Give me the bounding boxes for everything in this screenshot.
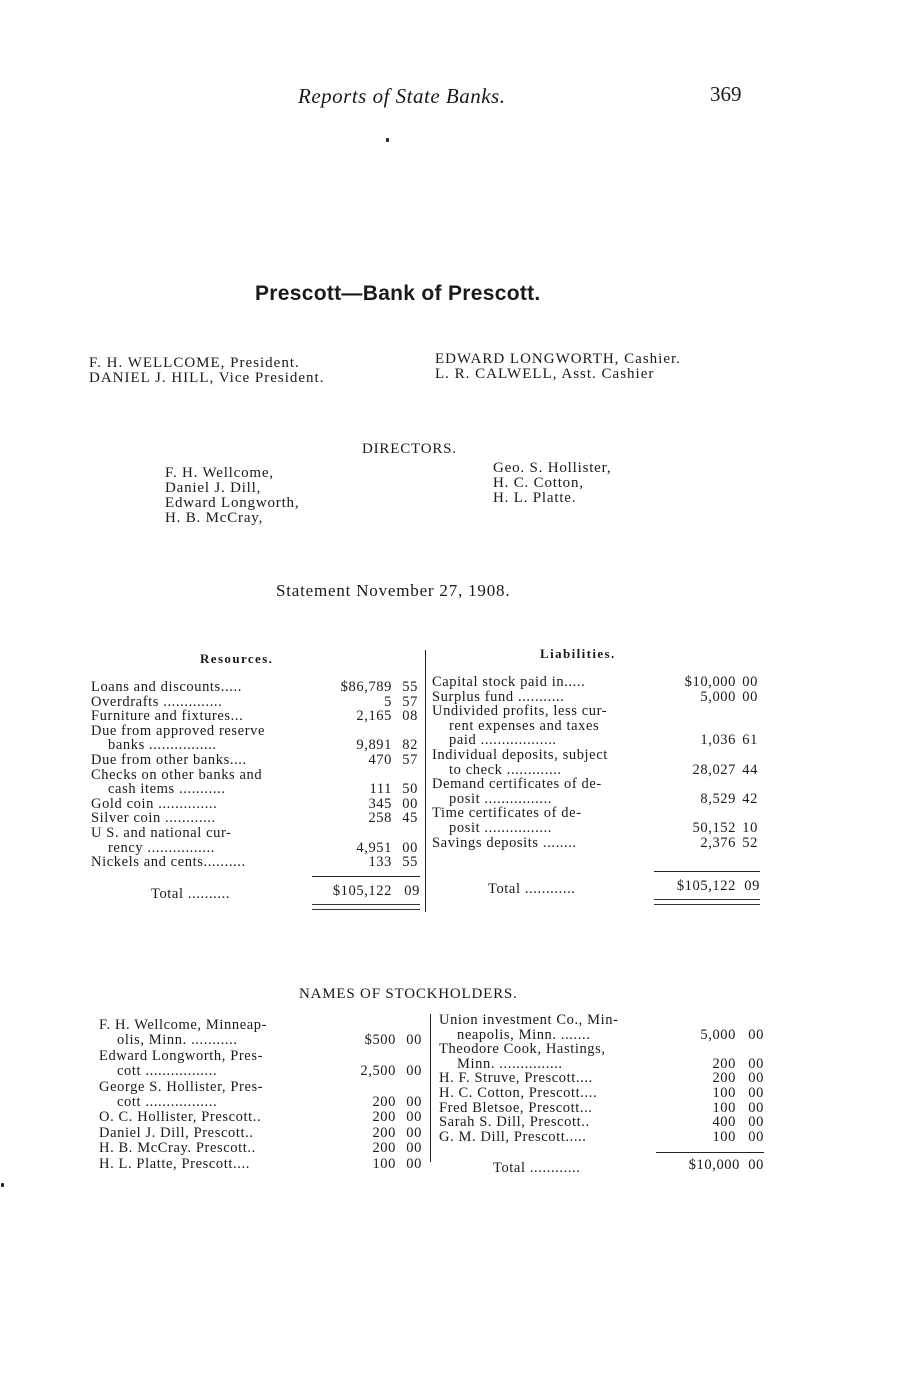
liabilities-row-label: posit ................ (449, 820, 553, 836)
resources-row-cents: 55 (402, 679, 418, 695)
resources-row-label: cash items ........... (108, 781, 226, 798)
liabilities-row-cents: 52 (742, 834, 758, 851)
resources-row-dollars: 258 (368, 810, 392, 827)
resources-row-cents: 57 (402, 752, 418, 768)
liabilities-row-label: Surplus fund ........... (432, 688, 565, 705)
stockholder-row-dollars: 100 (372, 1155, 396, 1172)
resources-row-dollars: $86,789 (340, 679, 392, 695)
stockholder-row-dollars: $500 (364, 1032, 396, 1049)
stockholders-total-label: Total ............ (493, 1160, 581, 1176)
liabilities-row-label: posit ................ (449, 790, 553, 807)
liabilities-total-label: Total ............ (488, 881, 576, 897)
resources-total-cents: 09 (404, 883, 420, 899)
margin-speck (1, 1183, 4, 1187)
stockholder-row-label: Daniel J. Dill, Prescott.. (99, 1124, 254, 1141)
resources-row-cents: 50 (402, 781, 418, 798)
resources-row-label: Due from other banks.... (91, 752, 247, 768)
liabilities-total-cents: 09 (744, 878, 760, 894)
director-item: Daniel J. Dill, (165, 480, 262, 496)
statement-title: Statement November 27, 1908. (276, 581, 511, 600)
resources-row-label: banks ................ (108, 737, 217, 754)
stockholders-heading: NAMES OF STOCKHOLDERS. (299, 986, 518, 1002)
resources-row-dollars: 4,951 (356, 839, 392, 856)
stockholders-total-dollars: $10,000 (688, 1157, 740, 1173)
liabilities-heading: Liabilities. (540, 646, 616, 661)
resources-row-label: Due from approved reserve (91, 722, 266, 739)
stockholder-row-cents: 00 (406, 1094, 422, 1110)
stockholder-row-cents: 00 (748, 1099, 764, 1116)
resources-row-cents: 45 (402, 810, 418, 827)
resources-row-label: Silver coin ............ (91, 810, 216, 827)
liabilities-row-dollars: 2,376 (700, 834, 736, 851)
liabilities-row-label: Savings deposits ........ (432, 834, 577, 851)
stockholder-row-cents: 00 (748, 1055, 764, 1072)
stockholder-row-cents: 00 (748, 1070, 764, 1087)
liabilities-row-label: to check ............. (449, 761, 562, 778)
stockholders-total-rule (656, 1152, 764, 1153)
director-item: Edward Longworth, (165, 495, 300, 511)
stockholder-row-dollars: 100 (712, 1099, 736, 1116)
liabilities-row-dollars: 5,000 (700, 688, 736, 705)
stockholder-row-label: Minn. ............... (457, 1055, 563, 1072)
director-item: Geo. S. Hollister, (493, 460, 612, 476)
resources-row-label: rency ................ (108, 839, 216, 856)
stockholder-row-label: H. F. Struve, Prescott.... (439, 1070, 593, 1087)
resources-row-label: Furniture and fixtures... (91, 708, 244, 725)
stockholder-row-cents: 00 (406, 1032, 422, 1049)
liabilities-row-label: Capital stock paid in..... (432, 674, 586, 690)
stockholder-row-label: H. B. McCray. Prescott.. (99, 1140, 256, 1157)
resources-double-rule (312, 904, 420, 910)
resources-total-rule (312, 876, 420, 877)
officer-assistant-cashier: L. R. CALWELL, Asst. Cashier (435, 366, 655, 382)
stockholder-row-dollars: 200 (372, 1094, 396, 1110)
resources-row-dollars: 2,165 (356, 708, 392, 725)
resources-row-cents: 00 (402, 795, 418, 812)
stockholder-row-dollars: 200 (372, 1109, 396, 1126)
resources-row-cents: 00 (402, 839, 418, 856)
resources-row-label: Checks on other banks and (91, 766, 263, 783)
resources-row-label: U S. and national cur- (91, 825, 232, 841)
stockholder-row-label: olis, Minn. ........... (117, 1032, 238, 1049)
director-item: H. C. Cotton, (493, 475, 584, 491)
resources-row-dollars: 9,891 (356, 737, 392, 754)
liabilities-row-cents: 10 (742, 820, 758, 836)
stockholder-row-cents: 00 (406, 1140, 422, 1157)
resources-row-dollars: 111 (369, 781, 392, 798)
stockholder-row-cents: 00 (748, 1085, 764, 1101)
resources-row-dollars: 345 (368, 795, 392, 812)
stockholder-row-label: Union investment Co., Min- (439, 1012, 619, 1028)
resources-row-label: Overdrafts .............. (91, 693, 223, 710)
stockholder-row-cents: 00 (406, 1124, 422, 1141)
liabilities-row-cents: 42 (742, 790, 758, 807)
stockholder-row-label: George S. Hollister, Pres- (99, 1078, 264, 1095)
director-item: H. L. Platte. (493, 490, 577, 506)
stockholder-row-label: neapolis, Minn. ....... (457, 1026, 591, 1043)
resources-row-dollars: 5 (384, 693, 392, 710)
resources-row-cents: 08 (402, 708, 418, 725)
stockholder-row-cents: 00 (406, 1109, 422, 1126)
directors-heading: DIRECTORS. (362, 441, 457, 457)
stockholder-row-dollars: 100 (712, 1085, 736, 1101)
stockholder-row-dollars: 200 (372, 1124, 396, 1141)
stockholder-row-label: cott ................. (117, 1063, 218, 1080)
stockholder-row-cents: 00 (406, 1063, 422, 1080)
stockholder-row-dollars: 5,000 (700, 1026, 736, 1043)
director-item: F. H. Wellcome, (165, 465, 274, 481)
stockholder-row-label: O. C. Hollister, Prescott.. (99, 1109, 262, 1126)
liabilities-row-dollars: $10,000 (684, 674, 736, 690)
officer-vice-president: DANIEL J. HILL, Vice President. (89, 370, 325, 386)
resources-heading: Resources. (200, 651, 274, 666)
liabilities-row-label: Individual deposits, subject (432, 747, 608, 763)
stockholder-row-dollars: 400 (712, 1114, 736, 1131)
stockholder-row-dollars: 200 (372, 1140, 396, 1157)
resources-row-label: Nickels and cents.......... (91, 854, 246, 871)
stockholder-row-label: Sarah S. Dill, Prescott.. (439, 1114, 590, 1131)
resources-row-label: Loans and discounts..... (91, 679, 242, 695)
stockholder-row-dollars: 200 (712, 1055, 736, 1072)
liabilities-row-label: paid .................. (449, 732, 557, 749)
officer-president: F. H. WELLCOME, President. (89, 355, 300, 371)
liabilities-row-cents: 00 (742, 688, 758, 705)
liabilities-row-dollars: 28,027 (692, 761, 736, 778)
officer-cashier: EDWARD LONGWORTH, Cashier. (435, 351, 681, 367)
liabilities-row-cents: 00 (742, 674, 758, 690)
stockholder-row-label: F. H. Wellcome, Minneap- (99, 1017, 268, 1033)
running-title: Reports of State Banks. (298, 84, 506, 108)
stockholder-row-dollars: 200 (712, 1070, 736, 1087)
stockholder-row-dollars: 2,500 (360, 1063, 396, 1080)
liabilities-row-label: Demand certificates of de- (432, 776, 602, 793)
stockholder-row-label: H. L. Platte, Prescott.... (99, 1155, 250, 1172)
stockholder-row-dollars: 100 (712, 1128, 736, 1145)
stockholder-row-cents: 00 (406, 1155, 422, 1172)
stockholder-row-cents: 00 (748, 1114, 764, 1131)
resources-total-label: Total .......... (151, 886, 231, 902)
stockholder-row-label: Fred Bletsoe, Prescott... (439, 1099, 593, 1116)
liabilities-row-cents: 44 (742, 761, 758, 778)
bank-title: Prescott—Bank of Prescott. (255, 282, 541, 305)
resources-row-cents: 57 (402, 693, 418, 710)
column-divider (425, 650, 426, 912)
stockholder-row-label: G. M. Dill, Prescott..... (439, 1128, 587, 1145)
stockholder-row-cents: 00 (748, 1128, 764, 1145)
director-item: H. B. McCray, (165, 510, 264, 526)
liabilities-total-rule (654, 871, 760, 872)
stockholders-column-divider (430, 1014, 431, 1162)
resources-total-dollars: $105,122 (332, 883, 392, 899)
stockholder-row-label: H. C. Cotton, Prescott.... (439, 1085, 598, 1101)
liabilities-double-rule (654, 899, 760, 905)
liabilities-row-dollars: 1,036 (700, 732, 736, 749)
resources-row-dollars: 470 (368, 752, 392, 768)
stockholders-total-cents: 00 (748, 1157, 764, 1173)
resources-row-dollars: 133 (368, 854, 392, 871)
liabilities-row-dollars: 8,529 (700, 790, 736, 807)
stockholder-row-cents: 00 (748, 1026, 764, 1043)
resources-row-cents: 55 (402, 854, 418, 871)
resources-row-label: Gold coin .............. (91, 795, 218, 812)
liabilities-row-label: rent expenses and taxes (449, 717, 600, 734)
stockholder-row-label: Theodore Cook, Hastings, (439, 1041, 606, 1058)
page-number: 369 (710, 82, 742, 106)
resources-row-cents: 82 (402, 737, 418, 754)
stockholder-row-label: cott ................. (117, 1094, 218, 1110)
liabilities-row-dollars: 50,152 (692, 820, 736, 836)
stockholder-row-label: Edward Longworth, Pres- (99, 1047, 264, 1064)
liabilities-row-label: Time certificates of de- (432, 805, 582, 822)
liabilities-row-label: Undivided profits, less cur- (432, 703, 608, 720)
liabilities-total-dollars: $105,122 (676, 878, 736, 894)
ink-speck (386, 138, 389, 142)
liabilities-row-cents: 61 (742, 732, 758, 749)
